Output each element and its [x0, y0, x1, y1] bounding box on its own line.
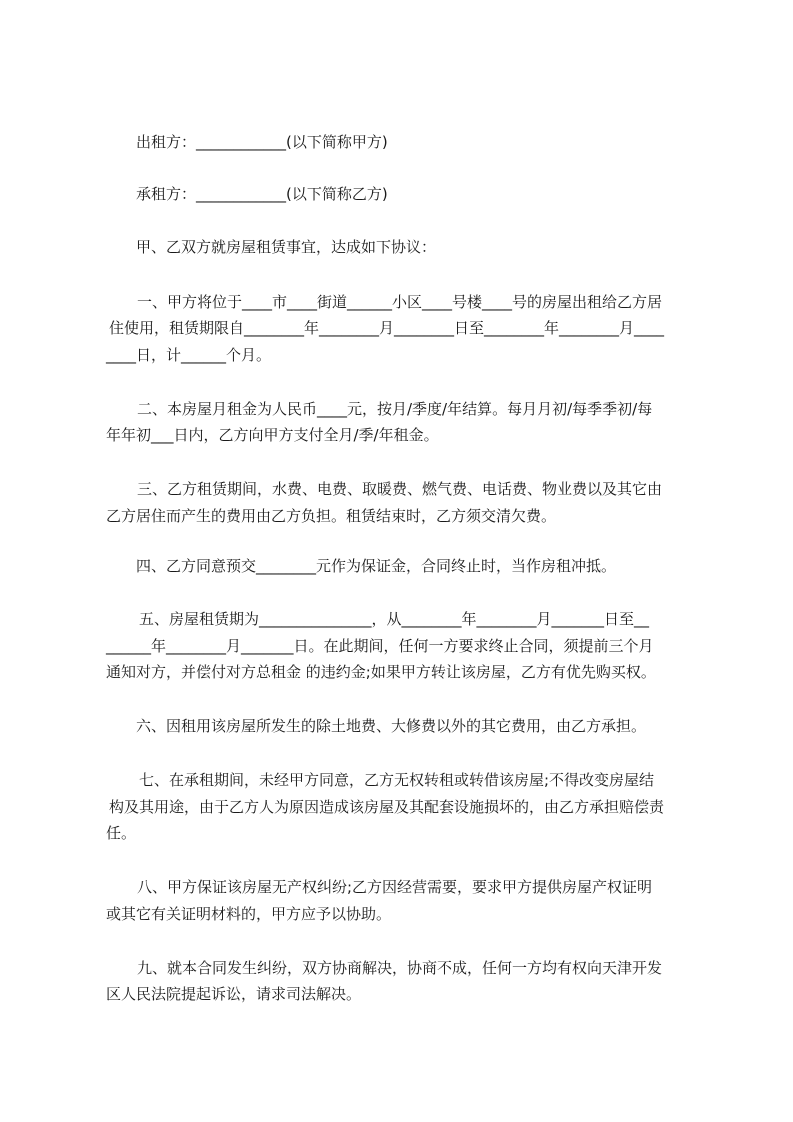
- lessor-line: 出租方：____________(以下简称甲方): [136, 133, 388, 151]
- clause-2-line-1: 二、本房屋月租金为人民币____元，按月/季度/年结算。每月月初/每季季初/每: [137, 400, 653, 418]
- clause-9-line-1: 九、就本合同发生纠纷，双方协商解决，协商不成，任何一方均有权向天津开发: [137, 959, 663, 977]
- clause-5-line-2: ______年________月_______日。在此期间，任何一方要求终止合同，须提前三个月: [106, 637, 654, 655]
- clause-7-line-3: 任。: [106, 824, 137, 842]
- clause-6-line-1: 六、因租用该房屋所发生的除土地费、大修费以外的其它费用，由乙方承担。: [136, 717, 647, 735]
- clause-1-line-1: 一、甲方将位于____市____街道______小区____号楼____号的房屋出租给乙方居: [137, 293, 663, 311]
- clause-1-line-2: 住使用，租赁期限自________年________月________日至________年________月____: [109, 319, 665, 337]
- clause-9-line-2: 区人民法院提起诉讼，请求司法解决。: [106, 985, 362, 1003]
- clause-5-line-3: 通知对方，并偿付对方总租金 的违约金;如果甲方转让该房屋，乙方有优先购买权。: [106, 663, 656, 681]
- clause-7-line-2: 构及其用途，由于乙方人为原因造成该房屋及其配套设施损坏的，由乙方承担赔偿责: [109, 798, 665, 816]
- clause-1-line-3: ____日，计______个月。: [106, 346, 272, 364]
- clause-7-line-1: 七、在承租期间，未经甲方同意，乙方无权转租或转借该房屋;不得改变房屋结: [139, 771, 655, 789]
- clause-5-line-1: 五、房屋租赁期为_______________，从________年________月_______日至__: [139, 610, 650, 628]
- clause-3-line-1: 三、乙方租赁期间，水费、电费、取暖费、燃气费、电话费、物业费以及其它由: [137, 480, 663, 498]
- lessee-line: 承租方：____________(以下简称乙方): [136, 185, 388, 203]
- clause-3-line-2: 乙方居住而产生的费用由乙方负担。租赁结束时，乙方须交清欠费。: [106, 507, 557, 525]
- clause-8-line-2: 或其它有关证明材料的，甲方应予以协助。: [106, 905, 392, 923]
- intro-line: 甲、乙双方就房屋租赁事宜，达成如下协议：: [136, 238, 437, 256]
- clause-8-line-1: 八、甲方保证该房屋无产权纠纷;乙方因经营需要，要求甲方提供房屋产权证明: [137, 878, 653, 896]
- clause-2-line-2: 年年初___日内，乙方向甲方支付全月/季/年租金。: [106, 426, 439, 444]
- clause-4-line-1: 四、乙方同意预交________元作为保证金，合同终止时，当作房租冲抵。: [136, 557, 617, 575]
